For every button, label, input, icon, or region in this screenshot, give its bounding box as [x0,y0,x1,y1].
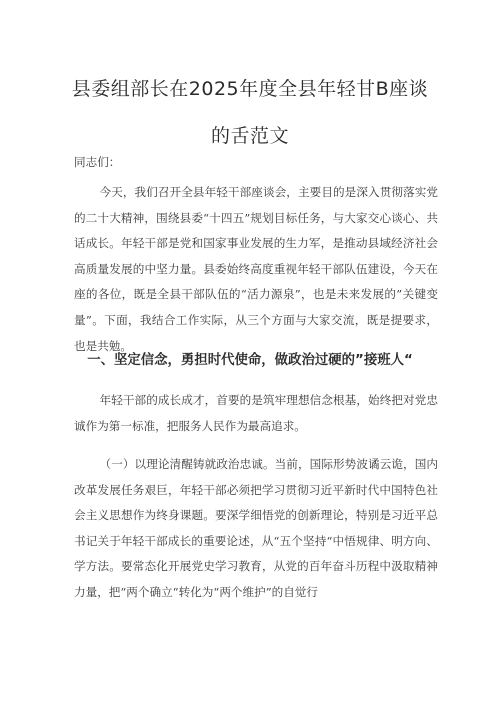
paragraph-section1-lead: 年轻干部的成长成才，首要的是筑牢理想信念根基，始终把对党忠诚作为第一标准，把服务人民作为最高追求。 [74,393,438,433]
salutation: 同志们： [74,155,121,169]
document-title-line2: 的舌范文 [210,125,289,147]
paragraph-intro: 今天，我们召开全县年轻干部座谈会，主要目的是深入贯彻落实党的二十大精神，围绕县委“十四五”规划目标任务，与大家交心谈心、共话成长。年轻干部是党和国家事业发展的生力军，是推动县域经济社会高质量发展的中坚力量。县委始终高度重视年轻干部队伍建设，今天在座的各位，既是全县干部队伍的“活力源泉”，也是未来发展的”关键变量”。下面，我结合工作实际，从三个方面与大家交流，既是提要求，也是共勉。 [74,185,438,353]
section-heading-1: 一、坚定信念，勇担时代使命，做政治过硬的”接班人“ [87,353,413,368]
paragraph-section1-point1: （一）以理论清醒铸就政治忠诚。当前，国际形势波谲云诡，国内改革发展任务艰巨，年轻干部必须把学习贯彻习近平新时代中国特色社会主义思想作为终身课题。要深学细悟党的创新理论，特别是习近平总书记关于年轻干部成长的重要论述，从“五个坚持“中悟规律、明方向、学方法。要常态化开展党史学习教育，从党的百年奋斗历程中汲取精神力量，把“两个确立“转化为“两个维护”的自觉行 [74,457,438,599]
document-title-line1: 县委组部长在2025年度全县年轻甘B座谈 [71,78,429,100]
